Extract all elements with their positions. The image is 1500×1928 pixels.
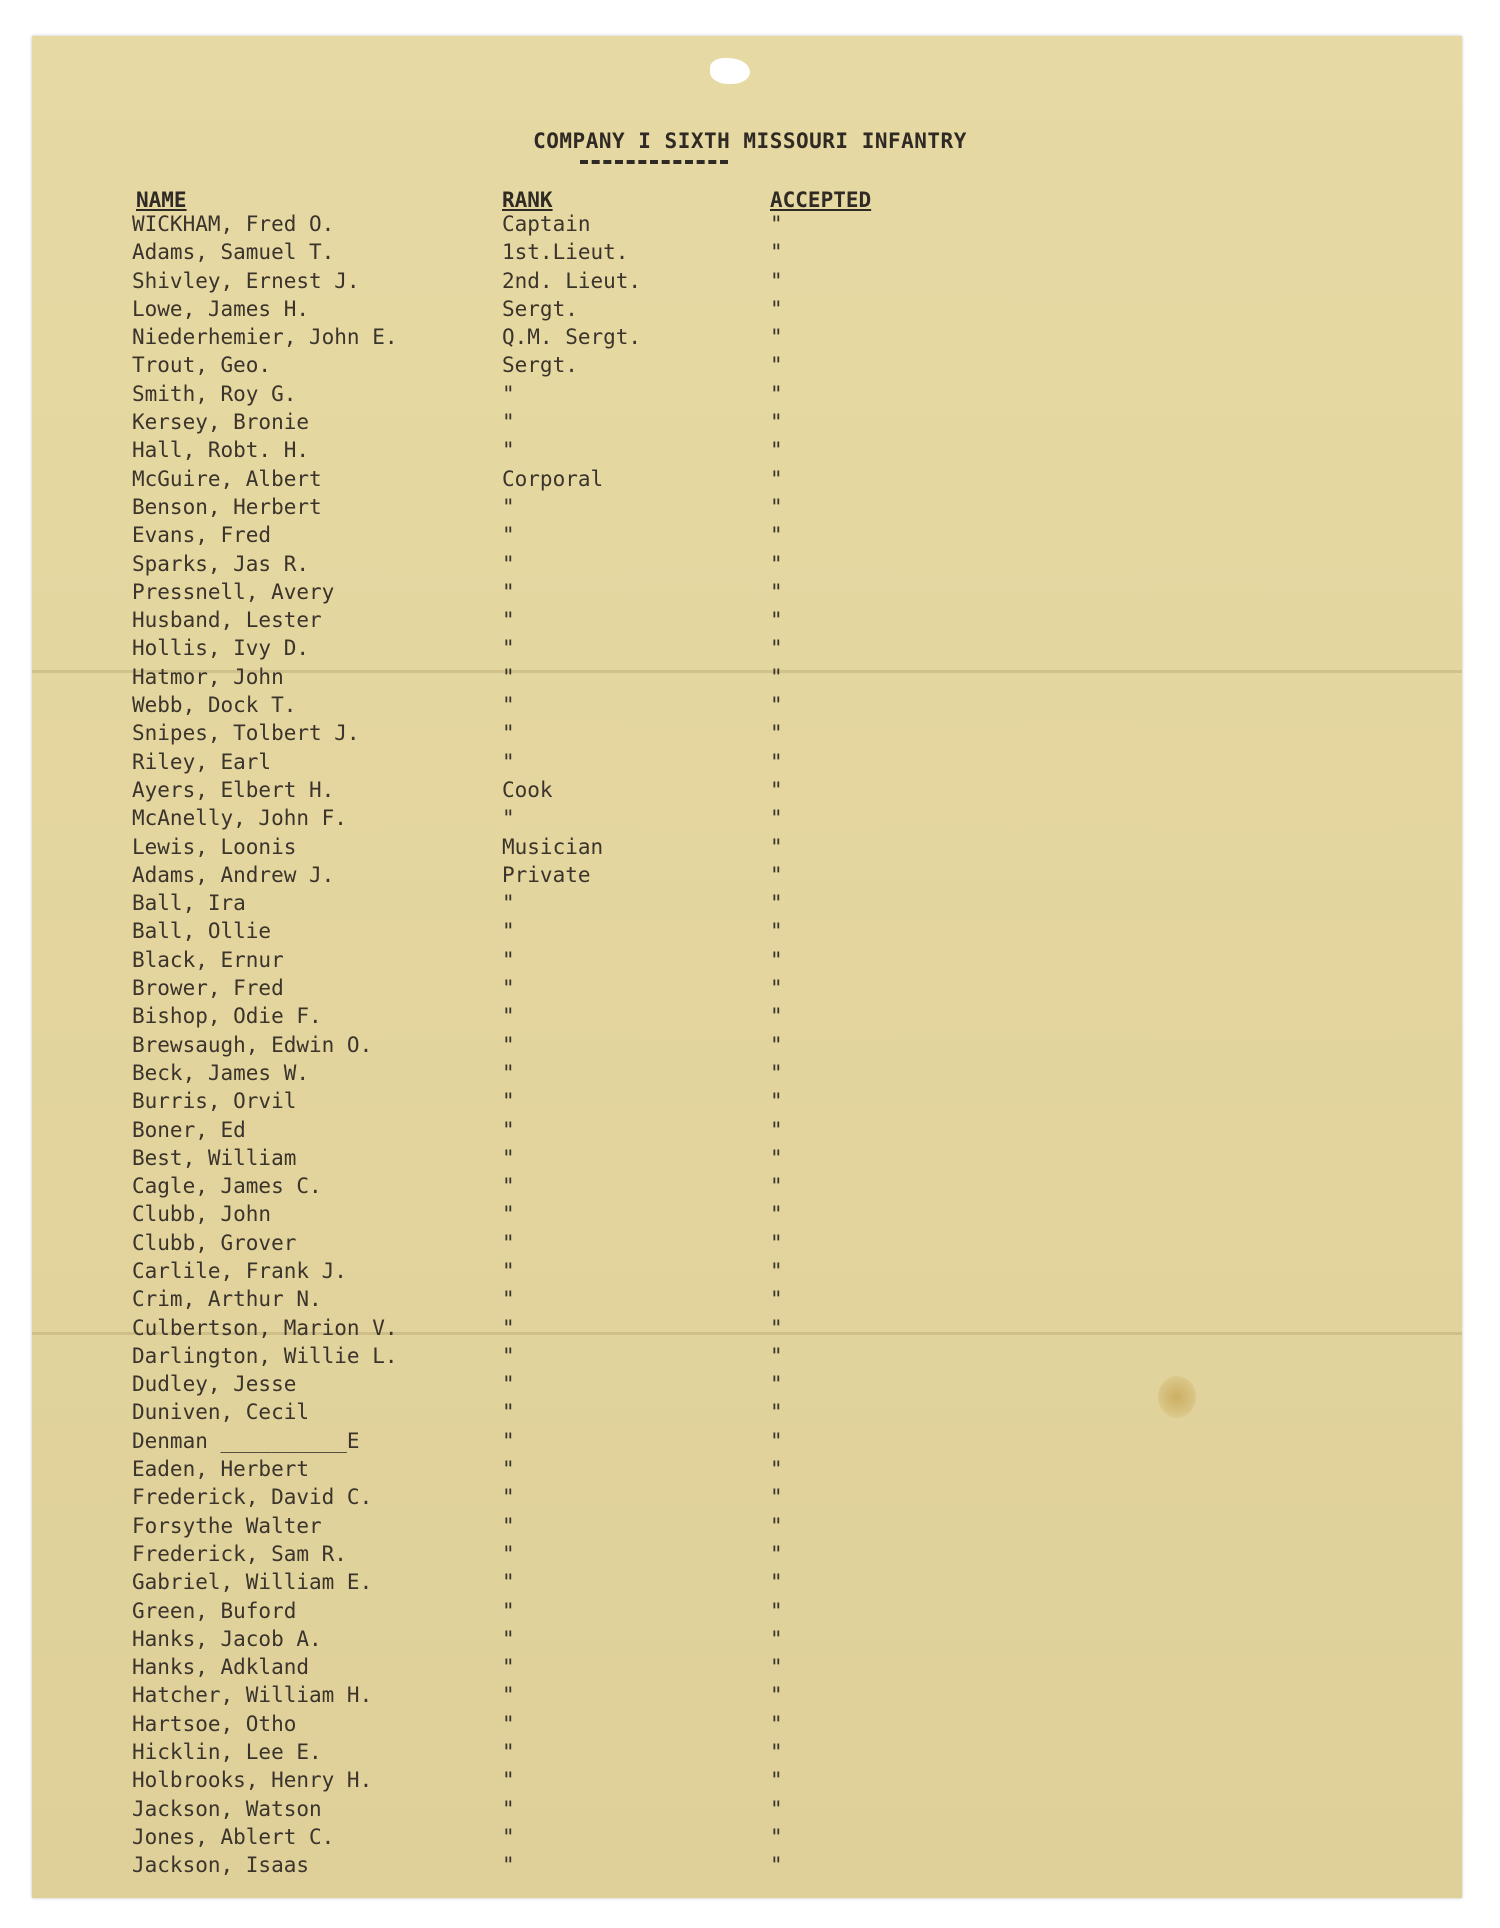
soldier-name: WICKHAM, Fred O. [132,212,335,236]
soldier-name: Clubb, Grover [132,1230,297,1255]
roster-row [0,1061,1500,1089]
soldier-rank: " [502,1174,515,1199]
roster-row [0,948,1500,976]
soldier-rank: " [502,721,515,746]
soldier-name: Benson, Herbert [132,494,322,519]
soldier-name: Adams, Samuel T. [132,240,335,265]
soldier-name: Beck, James W. [132,1060,310,1085]
roster-row [0,608,1500,636]
roster-row [0,1627,1500,1655]
soldier-name: Cagle, James C. [132,1174,322,1199]
roster-row [0,693,1500,721]
soldier-rank: " [502,891,515,916]
accepted-mark: " [770,551,783,576]
soldier-rank: " [502,1626,515,1651]
roster-row [0,1287,1500,1315]
soldier-name: Riley, Earl [132,749,272,774]
soldier-rank: " [502,579,515,604]
accepted-mark: " [770,919,783,944]
roster-row [0,1033,1500,1061]
accepted-mark: " [770,523,783,548]
soldier-rank: Private [502,862,591,887]
roster-row [0,269,1500,297]
roster-row [0,467,1500,495]
accepted-mark: " [770,749,783,774]
roster-row [0,1316,1500,1344]
accepted-mark: " [770,1145,783,1170]
soldier-rank: Captain [502,212,591,236]
accepted-mark: " [770,1626,783,1651]
roster-row [0,1344,1500,1372]
roster-row [0,1089,1500,1117]
soldier-rank: 2nd. Lieut. [502,268,642,293]
soldier-rank: " [502,749,515,774]
roster-row [0,212,1500,240]
roster-row [0,1740,1500,1768]
roster-row [0,1514,1500,1542]
soldier-name: Pressnell, Avery [132,579,335,604]
accepted-mark: " [770,353,783,378]
soldier-rank: " [502,976,515,1001]
accepted-mark: " [770,325,783,350]
soldier-rank: " [502,1145,515,1170]
soldier-name: Jackson, Watson [132,1796,322,1821]
roster-row [0,1429,1500,1457]
soldier-name: Hicklin, Lee E. [132,1740,322,1765]
soldier-rank: " [502,806,515,831]
soldier-name: Best, William [132,1145,297,1170]
accepted-mark: " [770,1315,783,1340]
accepted-mark: " [770,693,783,718]
accepted-mark: " [770,240,783,265]
accepted-mark: " [770,1258,783,1283]
accepted-mark: " [770,1598,783,1623]
soldier-name: Hartsoe, Otho [132,1711,297,1736]
soldier-name: Darlington, Willie L. [132,1343,398,1368]
soldier-rank: " [502,1570,515,1595]
soldier-name: Green, Buford [132,1598,297,1623]
accepted-mark: " [770,1768,783,1793]
accepted-mark: " [770,494,783,519]
torn-hole [710,58,750,84]
soldier-rank: " [502,1796,515,1821]
accepted-mark: " [770,579,783,604]
soldier-rank: " [502,1711,515,1736]
soldier-rank: " [502,1060,515,1085]
soldier-rank: " [502,1287,515,1312]
accepted-mark: " [770,1457,783,1482]
soldier-name: McGuire, Albert [132,466,322,491]
roster-row [0,1542,1500,1570]
roster-row [0,1853,1500,1881]
accepted-mark: " [770,410,783,435]
soldier-name: Black, Ernur [132,947,284,972]
soldier-name: Burris, Orvil [132,1089,297,1114]
roster-row [0,523,1500,551]
soldier-name: Kersey, Bronie [132,410,310,435]
header-rank: RANK [502,188,553,212]
accepted-mark: " [770,1570,783,1595]
roster-row [0,495,1500,523]
soldier-rank: " [502,1202,515,1227]
roster-row [0,1485,1500,1513]
accepted-mark: " [770,1089,783,1114]
soldier-rank: " [502,1513,515,1538]
soldier-rank: " [502,1541,515,1566]
soldier-name: Ayers, Elbert H. [132,777,335,802]
accepted-mark: " [770,212,783,236]
soldier-name: Hatmor, John [132,664,284,689]
soldier-rank: " [502,1598,515,1623]
soldier-rank: " [502,1004,515,1029]
soldier-name: Lowe, James H. [132,296,310,321]
soldier-rank: " [502,1315,515,1340]
roster-row [0,919,1500,947]
accepted-mark: " [770,438,783,463]
title-underline [580,160,728,164]
roster-row [0,835,1500,863]
accepted-mark: " [770,1060,783,1085]
header-accepted: ACCEPTED [770,188,872,212]
roster-row [0,1259,1500,1287]
roster-row [0,580,1500,608]
soldier-name: Hanks, Jacob A. [132,1626,322,1651]
roster-row [0,240,1500,268]
roster-row [0,1400,1500,1428]
accepted-mark: " [770,1655,783,1680]
soldier-rank: " [502,1824,515,1849]
soldier-rank: " [502,494,515,519]
roster-row [0,1570,1500,1598]
soldier-rank: " [502,1655,515,1680]
accepted-mark: " [770,777,783,802]
accepted-mark: " [770,664,783,689]
accepted-mark: " [770,1428,783,1453]
accepted-mark: " [770,1853,783,1878]
soldier-name: Eaden, Herbert [132,1457,310,1482]
roster-row [0,750,1500,778]
soldier-name: Shivley, Ernest J. [132,268,360,293]
soldier-rank: " [502,664,515,689]
accepted-mark: " [770,1174,783,1199]
soldier-rank: Musician [502,834,604,859]
soldier-rank: " [502,1032,515,1057]
accepted-mark: " [770,1343,783,1368]
soldier-name: Jackson, Isaas [132,1853,310,1878]
soldier-name: Duniven, Cecil [132,1400,310,1425]
soldier-name: Niederhemier, John E. [132,325,398,350]
roster-row [0,891,1500,919]
soldier-rank: " [502,1853,515,1878]
accepted-mark: " [770,834,783,859]
roster-row [0,1372,1500,1400]
soldier-rank: " [502,919,515,944]
accepted-mark: " [770,862,783,887]
accepted-mark: " [770,466,783,491]
accepted-mark: " [770,1824,783,1849]
roster-row [0,1768,1500,1796]
soldier-name: Husband, Lester [132,608,322,633]
roster-row [0,325,1500,353]
soldier-name: Boner, Ed [132,1117,246,1142]
soldier-rank: " [502,1230,515,1255]
soldier-name: Denman __________E [132,1428,360,1453]
soldier-rank: " [502,438,515,463]
accepted-mark: " [770,1541,783,1566]
accepted-mark: " [770,636,783,661]
accepted-mark: " [770,1032,783,1057]
soldier-rank: Sergt. [502,353,578,378]
accepted-mark: " [770,1711,783,1736]
accepted-mark: " [770,721,783,746]
roster-row [0,410,1500,438]
soldier-name: Hall, Robt. H. [132,438,310,463]
soldier-rank: " [502,1683,515,1708]
roster-row [0,1457,1500,1485]
roster-row [0,636,1500,664]
soldier-name: Dudley, Jesse [132,1372,297,1397]
header-name: NAME [136,188,187,212]
accepted-mark: " [770,1230,783,1255]
roster-row [0,665,1500,693]
soldier-name: Holbrooks, Henry H. [132,1768,373,1793]
roster-row [0,806,1500,834]
roster-row [0,552,1500,580]
soldier-name: Culbertson, Marion V. [132,1315,398,1340]
soldier-name: Hanks, Adkland [132,1655,310,1680]
soldier-name: Sparks, Jas R. [132,551,310,576]
soldier-rank: " [502,636,515,661]
roster-row [0,1683,1500,1711]
accepted-mark: " [770,976,783,1001]
soldier-name: McAnelly, John F. [132,806,347,831]
soldier-rank: " [502,523,515,548]
roster-row [0,353,1500,381]
soldier-rank: " [502,410,515,435]
roster-list [0,212,1500,1882]
soldier-name: Frederick, Sam R. [132,1541,347,1566]
soldier-name: Ball, Ira [132,891,246,916]
soldier-rank: " [502,608,515,633]
soldier-name: Frederick, David C. [132,1485,373,1510]
soldier-rank: Corporal [502,466,604,491]
roster-row [0,297,1500,325]
accepted-mark: " [770,268,783,293]
roster-row [0,1655,1500,1683]
accepted-mark: " [770,608,783,633]
roster-row [0,778,1500,806]
accepted-mark: " [770,296,783,321]
soldier-rank: " [502,1372,515,1397]
roster-row [0,1797,1500,1825]
soldier-rank: Q.M. Sergt. [502,325,642,350]
soldier-rank: " [502,1485,515,1510]
soldier-name: Smith, Roy G. [132,381,297,406]
soldier-rank: " [502,1400,515,1425]
roster-row [0,1825,1500,1853]
accepted-mark: " [770,1202,783,1227]
soldier-name: Adams, Andrew J. [132,862,335,887]
accepted-mark: " [770,1513,783,1538]
soldier-name: Brower, Fred [132,976,284,1001]
roster-row [0,1202,1500,1230]
roster-row [0,1174,1500,1202]
soldier-rank: " [502,693,515,718]
accepted-mark: " [770,1004,783,1029]
soldier-rank: " [502,381,515,406]
roster-row [0,1231,1500,1259]
soldier-name: Gabriel, William E. [132,1570,373,1595]
soldier-name: Jones, Ablert C. [132,1824,335,1849]
roster-row [0,1146,1500,1174]
accepted-mark: " [770,381,783,406]
soldier-rank: " [502,947,515,972]
soldier-name: Trout, Geo. [132,353,272,378]
soldier-name: Ball, Ollie [132,919,272,944]
accepted-mark: " [770,1117,783,1142]
soldier-rank: 1st.Lieut. [502,240,629,265]
soldier-name: Snipes, Tolbert J. [132,721,360,746]
accepted-mark: " [770,1400,783,1425]
accepted-mark: " [770,1372,783,1397]
soldier-rank: " [502,1343,515,1368]
soldier-name: Hollis, Ivy D. [132,636,310,661]
soldier-name: Evans, Fred [132,523,272,548]
soldier-name: Clubb, John [132,1202,272,1227]
accepted-mark: " [770,1683,783,1708]
roster-row [0,1118,1500,1146]
accepted-mark: " [770,1485,783,1510]
soldier-name: Crim, Arthur N. [132,1287,322,1312]
soldier-rank: " [502,1768,515,1793]
soldier-name: Webb, Dock T. [132,693,297,718]
roster-row [0,721,1500,749]
soldier-rank: " [502,1258,515,1283]
soldier-rank: " [502,1089,515,1114]
soldier-name: Lewis, Loonis [132,834,297,859]
roster-row [0,438,1500,466]
accepted-mark: " [770,1796,783,1821]
soldier-rank: Sergt. [502,296,578,321]
soldier-rank: " [502,551,515,576]
accepted-mark: " [770,947,783,972]
accepted-mark: " [770,1287,783,1312]
soldier-rank: Cook [502,777,553,802]
soldier-name: Carlile, Frank J. [132,1258,347,1283]
roster-row [0,1004,1500,1032]
soldier-rank: " [502,1457,515,1482]
soldier-rank: " [502,1117,515,1142]
soldier-rank: " [502,1428,515,1453]
soldier-name: Bishop, Odie F. [132,1004,322,1029]
roster-row [0,863,1500,891]
roster-row [0,1712,1500,1740]
document-title: COMPANY I SIXTH MISSOURI INFANTRY [533,129,967,153]
soldier-rank: " [502,1740,515,1765]
roster-row [0,382,1500,410]
roster-row [0,1599,1500,1627]
roster-row [0,976,1500,1004]
accepted-mark: " [770,1740,783,1765]
soldier-name: Forsythe Walter [132,1513,322,1538]
accepted-mark: " [770,891,783,916]
accepted-mark: " [770,806,783,831]
soldier-name: Brewsaugh, Edwin O. [132,1032,373,1057]
soldier-name: Hatcher, William H. [132,1683,373,1708]
